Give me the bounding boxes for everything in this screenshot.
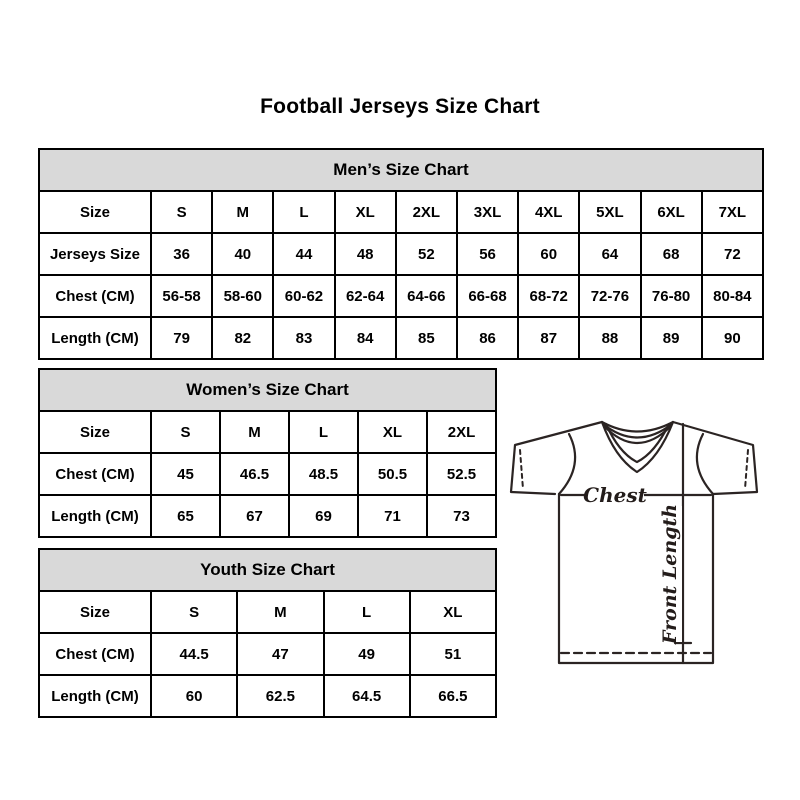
table-cell: 71 xyxy=(358,495,427,537)
table-cell: 67 xyxy=(220,495,289,537)
table-cell: 5XL xyxy=(579,191,640,233)
table-cell: 82 xyxy=(212,317,273,359)
table-cell: 60-62 xyxy=(273,275,334,317)
table-cell: 62-64 xyxy=(335,275,396,317)
table-cell: S xyxy=(151,411,220,453)
table-cell: 76-80 xyxy=(641,275,702,317)
table-cell: 45 xyxy=(151,453,220,495)
table-cell: 48.5 xyxy=(289,453,358,495)
table-cell: 69 xyxy=(289,495,358,537)
table-cell: 60 xyxy=(151,675,237,717)
table-cell: 66-68 xyxy=(457,275,518,317)
table-cell: 56-58 xyxy=(151,275,212,317)
table-row xyxy=(39,275,763,317)
table-cell: L xyxy=(273,191,334,233)
row-label: Jerseys Size xyxy=(39,233,151,275)
table-cell: 48 xyxy=(335,233,396,275)
row-label: Size xyxy=(39,591,151,633)
table-cell: L xyxy=(324,591,410,633)
table-cell: 84 xyxy=(335,317,396,359)
table-cell: 68 xyxy=(641,233,702,275)
table-row xyxy=(39,633,496,675)
jersey-measurement-diagram xyxy=(498,408,770,670)
mens-size-table xyxy=(38,148,764,360)
table-cell: 58-60 xyxy=(212,275,273,317)
table-cell: 89 xyxy=(641,317,702,359)
table-cell: XL xyxy=(358,411,427,453)
row-label: Length (CM) xyxy=(39,675,151,717)
table-cell: 68-72 xyxy=(518,275,579,317)
jersey-body-outline xyxy=(559,494,713,663)
table-cell: 86 xyxy=(457,317,518,359)
table-cell: 52 xyxy=(396,233,457,275)
table-row xyxy=(39,233,763,275)
table-cell: 73 xyxy=(427,495,496,537)
jersey-right-sleeve xyxy=(673,422,757,494)
jersey-left-armhole-seam xyxy=(559,434,575,494)
table-cell: 79 xyxy=(151,317,212,359)
table-cell: M xyxy=(220,411,289,453)
table-header-row xyxy=(39,549,496,591)
table-cell: 2XL xyxy=(396,191,457,233)
row-label: Chest (CM) xyxy=(39,275,151,317)
table-cell: 56 xyxy=(457,233,518,275)
table-cell: XL xyxy=(335,191,396,233)
table-header-row xyxy=(39,149,763,191)
table-cell: M xyxy=(212,191,273,233)
womens-size-table xyxy=(38,368,497,538)
youth-size-table-header: Youth Size Chart xyxy=(39,549,496,591)
chest-label: Chest xyxy=(583,483,647,507)
front-length-label: Front Length xyxy=(659,503,681,645)
table-cell: 65 xyxy=(151,495,220,537)
table-header-row xyxy=(39,369,496,411)
table-cell: 40 xyxy=(212,233,273,275)
table-cell: 2XL xyxy=(427,411,496,453)
table-cell: XL xyxy=(410,591,496,633)
table-cell: 4XL xyxy=(518,191,579,233)
table-row xyxy=(39,317,763,359)
table-cell: 64-66 xyxy=(396,275,457,317)
table-cell: 66.5 xyxy=(410,675,496,717)
table-row xyxy=(39,191,763,233)
table-cell: 72-76 xyxy=(579,275,640,317)
table-cell: 52.5 xyxy=(427,453,496,495)
table-cell: 44.5 xyxy=(151,633,237,675)
row-label: Length (CM) xyxy=(39,495,151,537)
table-row xyxy=(39,591,496,633)
table-cell: 90 xyxy=(702,317,763,359)
row-label: Chest (CM) xyxy=(39,633,151,675)
table-cell: 46.5 xyxy=(220,453,289,495)
row-label: Chest (CM) xyxy=(39,453,151,495)
table-cell: 88 xyxy=(579,317,640,359)
table-row xyxy=(39,453,496,495)
table-row xyxy=(39,675,496,717)
table-cell: 60 xyxy=(518,233,579,275)
table-cell: 64.5 xyxy=(324,675,410,717)
table-cell: 7XL xyxy=(702,191,763,233)
table-cell: 47 xyxy=(237,633,323,675)
mens-size-table-header: Men’s Size Chart xyxy=(39,149,763,191)
table-cell: 6XL xyxy=(641,191,702,233)
table-cell: 50.5 xyxy=(358,453,427,495)
table-cell: S xyxy=(151,191,212,233)
table-row xyxy=(39,495,496,537)
table-cell: L xyxy=(289,411,358,453)
table-cell: 85 xyxy=(396,317,457,359)
table-cell: 49 xyxy=(324,633,410,675)
table-cell: 72 xyxy=(702,233,763,275)
left-cuff-dashed-line xyxy=(520,450,523,489)
table-cell: 64 xyxy=(579,233,640,275)
table-cell: 80-84 xyxy=(702,275,763,317)
right-cuff-dashed-line xyxy=(745,450,748,489)
table-cell: 44 xyxy=(273,233,334,275)
table-cell: S xyxy=(151,591,237,633)
row-label: Size xyxy=(39,411,151,453)
table-cell: 83 xyxy=(273,317,334,359)
row-label: Length (CM) xyxy=(39,317,151,359)
table-cell: M xyxy=(237,591,323,633)
table-cell: 36 xyxy=(151,233,212,275)
page-title: Football Jerseys Size Chart xyxy=(260,95,540,118)
table-cell: 3XL xyxy=(457,191,518,233)
row-label: Size xyxy=(39,191,151,233)
jersey-right-armhole-seam xyxy=(697,434,713,494)
table-cell: 51 xyxy=(410,633,496,675)
table-cell: 87 xyxy=(518,317,579,359)
table-cell: 62.5 xyxy=(237,675,323,717)
womens-size-table-header: Women’s Size Chart xyxy=(39,369,496,411)
youth-size-table xyxy=(38,548,497,718)
table-row xyxy=(39,411,496,453)
